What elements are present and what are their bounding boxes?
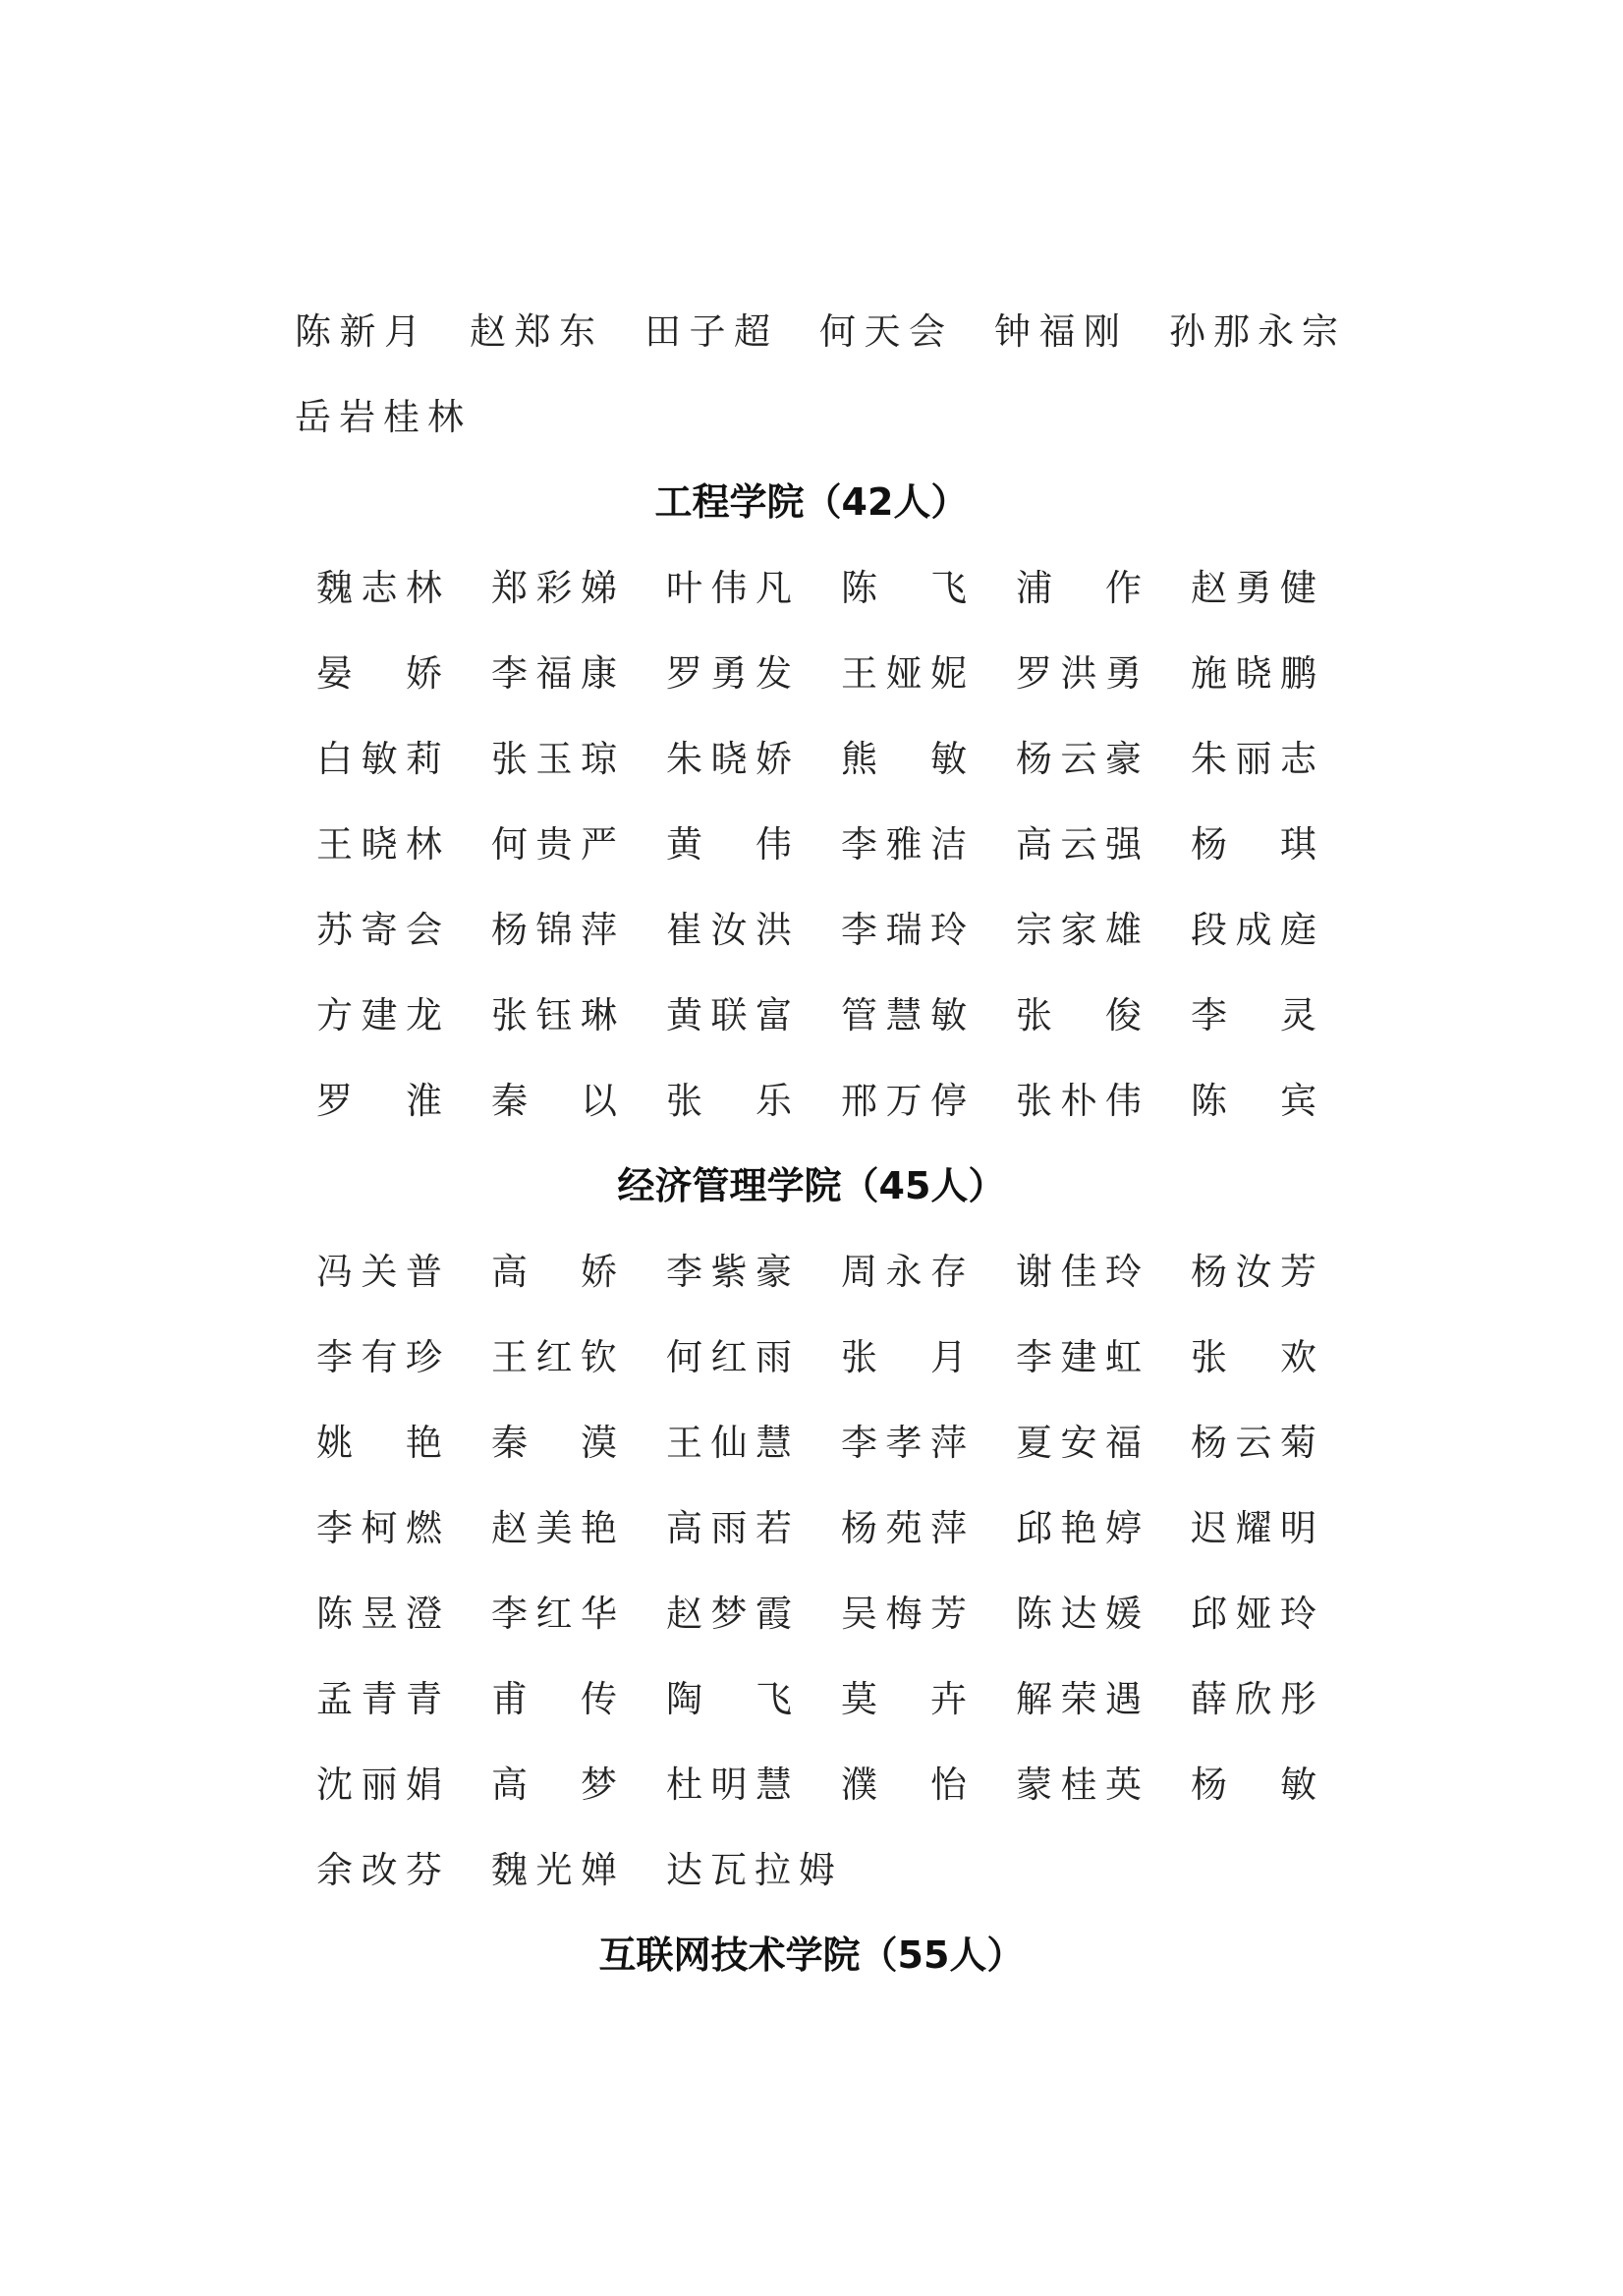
- name-entry: 李 灵: [1191, 994, 1316, 1036]
- name-entry: 陈新月: [295, 310, 420, 353]
- name-entry: 姚 艳: [316, 1422, 442, 1464]
- name-entry: 魏光婵: [491, 1849, 617, 1891]
- name-entry: 沈丽娟: [316, 1764, 442, 1806]
- name-entry: 魏志林: [316, 567, 442, 609]
- name-entry: 李雅洁: [841, 823, 967, 866]
- name-entry: 白敏莉: [316, 738, 442, 780]
- name-entry: 杨云豪: [1016, 738, 1142, 780]
- name-row: [0, 1827, 1623, 1913]
- name-row: [0, 631, 1623, 716]
- name-entry: 罗洪勇: [1016, 652, 1142, 695]
- name-entry: 李瑞玲: [841, 909, 967, 951]
- intro-name-row: [0, 289, 1623, 374]
- name-entry: 何红雨: [666, 1336, 792, 1378]
- name-entry: 杨 敏: [1191, 1764, 1316, 1806]
- name-entry: 甫 传: [491, 1678, 617, 1720]
- name-entry: 达瓦拉姆: [666, 1849, 835, 1891]
- name-entry: 郑彩娣: [491, 567, 617, 609]
- name-entry: 杨锦萍: [491, 909, 617, 951]
- name-entry: 杨云菊: [1191, 1422, 1316, 1464]
- name-entry: 张 乐: [666, 1080, 792, 1122]
- name-entry: 叶伟凡: [666, 567, 792, 609]
- name-entry: 解荣遇: [1016, 1678, 1142, 1720]
- name-row: [0, 1485, 1623, 1571]
- name-row: [0, 887, 1623, 973]
- name-entry: 蒙桂英: [1016, 1764, 1142, 1806]
- name-entry: 李福康: [491, 652, 617, 695]
- name-row: [0, 1400, 1623, 1485]
- name-entry: 张 欢: [1191, 1336, 1316, 1378]
- name-entry: 夏安福: [1016, 1422, 1142, 1464]
- name-entry: 陈 宾: [1191, 1080, 1316, 1122]
- name-row: [0, 1315, 1623, 1400]
- name-entry: 方建龙: [316, 994, 442, 1036]
- name-entry: 莫 卉: [841, 1678, 967, 1720]
- section-heading: 互联网技术学院（55人）: [598, 1933, 1025, 1977]
- section-heading: 工程学院（42人）: [654, 480, 969, 524]
- name-entry: 高 娇: [491, 1251, 617, 1293]
- name-entry: 余改芬: [316, 1849, 442, 1891]
- name-entry: 黄 伟: [666, 823, 792, 866]
- name-entry: 冯关普: [316, 1251, 442, 1293]
- name-entry: 陶 飞: [666, 1678, 792, 1720]
- name-row: [0, 1229, 1623, 1315]
- name-entry: 薛欣彤: [1191, 1678, 1316, 1720]
- name-entry: 杜明慧: [666, 1764, 792, 1806]
- intro-name-row: [0, 374, 1623, 460]
- name-row: [0, 1058, 1623, 1144]
- name-entry: 陈达媛: [1016, 1593, 1142, 1635]
- name-entry: 宗家雄: [1016, 909, 1142, 951]
- name-row: [0, 716, 1623, 802]
- section-heading: 经济管理学院（45人）: [617, 1164, 1006, 1207]
- name-entry: 张钰琳: [491, 994, 617, 1036]
- name-entry: 张 俊: [1016, 994, 1142, 1036]
- name-entry: 吴梅芳: [841, 1593, 967, 1635]
- name-entry: 朱丽志: [1191, 738, 1316, 780]
- name-entry: 王晓林: [316, 823, 442, 866]
- name-entry: 陈昱澄: [316, 1593, 442, 1635]
- name-entry: 李柯燃: [316, 1507, 442, 1549]
- name-entry: 罗 淮: [316, 1080, 442, 1122]
- name-entry: 孙那永宗: [1169, 310, 1338, 353]
- name-entry: 晏 娇: [316, 652, 442, 695]
- name-entry: 浦 作: [1016, 567, 1142, 609]
- name-entry: 杨汝芳: [1191, 1251, 1316, 1293]
- name-entry: 赵郑东: [470, 310, 595, 353]
- name-entry: 秦 漠: [491, 1422, 617, 1464]
- name-row: [0, 802, 1623, 887]
- name-list: [0, 289, 1623, 1998]
- name-entry: 秦 以: [491, 1080, 617, 1122]
- name-entry: 杨 琪: [1191, 823, 1316, 866]
- name-row: [0, 1656, 1623, 1742]
- name-row: [0, 545, 1623, 631]
- name-entry: 赵勇健: [1191, 567, 1316, 609]
- name-entry: 王娅妮: [841, 652, 967, 695]
- name-entry: 李有珍: [316, 1336, 442, 1378]
- name-entry: 张 月: [841, 1336, 967, 1378]
- name-entry: 何贵严: [491, 823, 617, 866]
- name-entry: 邱娅玲: [1191, 1593, 1316, 1635]
- name-entry: 段成庭: [1191, 909, 1316, 951]
- name-entry: 邢万停: [841, 1080, 967, 1122]
- name-entry: 谢佳玲: [1016, 1251, 1142, 1293]
- name-entry: 管慧敏: [841, 994, 967, 1036]
- name-entry: 苏寄会: [316, 909, 442, 951]
- name-entry: 李孝萍: [841, 1422, 967, 1464]
- name-entry: 岳岩桂林: [295, 396, 464, 438]
- name-entry: 赵美艳: [491, 1507, 617, 1549]
- name-row: [0, 1571, 1623, 1656]
- name-entry: 黄联富: [666, 994, 792, 1036]
- name-entry: 孟青青: [316, 1678, 442, 1720]
- name-row: [0, 1742, 1623, 1827]
- name-entry: 李红华: [491, 1593, 617, 1635]
- name-entry: 李建虹: [1016, 1336, 1142, 1378]
- name-entry: 熊 敏: [841, 738, 967, 780]
- name-entry: 高云强: [1016, 823, 1142, 866]
- name-entry: 周永存: [841, 1251, 967, 1293]
- name-row: [0, 973, 1623, 1058]
- name-entry: 张玉琼: [491, 738, 617, 780]
- name-entry: 朱晓娇: [666, 738, 792, 780]
- name-entry: 濮 怡: [841, 1764, 967, 1806]
- name-entry: 王仙慧: [666, 1422, 792, 1464]
- name-entry: 何天会: [819, 310, 945, 353]
- name-entry: 李紫豪: [666, 1251, 792, 1293]
- name-entry: 钟福刚: [994, 310, 1120, 353]
- name-entry: 张朴伟: [1016, 1080, 1142, 1122]
- name-entry: 陈 飞: [841, 567, 967, 609]
- name-entry: 罗勇发: [666, 652, 792, 695]
- name-entry: 赵梦霞: [666, 1593, 792, 1635]
- name-entry: 高 梦: [491, 1764, 617, 1806]
- name-entry: 王红钦: [491, 1336, 617, 1378]
- name-entry: 施晓鹏: [1191, 652, 1316, 695]
- name-entry: 邱艳婷: [1016, 1507, 1142, 1549]
- name-entry: 杨苑萍: [841, 1507, 967, 1549]
- name-entry: 崔汝洪: [666, 909, 792, 951]
- name-entry: 高雨若: [666, 1507, 792, 1549]
- name-entry: 迟耀明: [1191, 1507, 1316, 1549]
- name-entry: 田子超: [644, 310, 770, 353]
